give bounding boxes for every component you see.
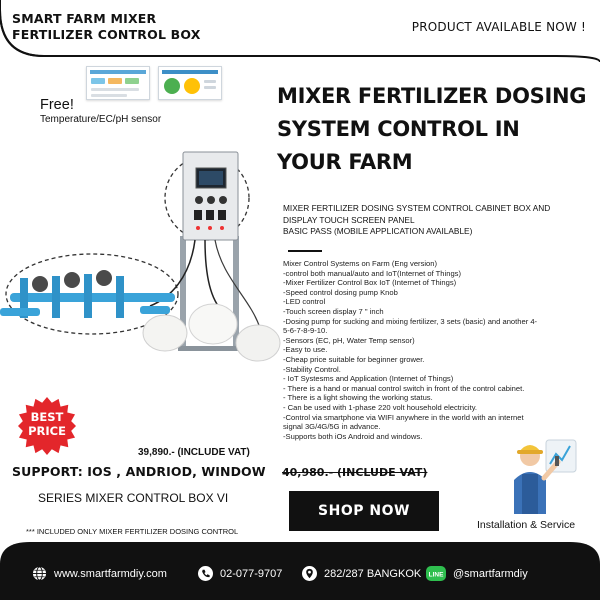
free-title: Free!: [40, 97, 74, 113]
address-text: 282/287 BANGKOK: [324, 567, 422, 580]
feature-item: -LED control: [283, 297, 326, 307]
phone-icon: [198, 566, 213, 581]
feature-item: - There is a hand or manual control switch in front of the control cabinet.: [283, 383, 525, 393]
main-headline: [277, 80, 597, 179]
feature-item: -Easy to use.: [283, 345, 328, 355]
series-name: SERIES MIXER CONTROL BOX VI: [38, 491, 229, 505]
footer-website[interactable]: [32, 566, 167, 581]
website-text[interactable]: www.smartfarmdiy.com: [54, 567, 167, 580]
installation-service-label: Installation & Service: [477, 519, 576, 531]
feature-item: -Dosing pump for sucking and mixing fertilizer, 3 sets (basic) and another 4-: [283, 316, 538, 326]
location-pin-icon: [302, 566, 317, 581]
feature-item: 5-6-7-8-9-10.: [283, 326, 328, 336]
spec-description: [283, 203, 583, 238]
technician-illustration: [500, 434, 584, 516]
line-id-text[interactable]: @smartfarmdiy: [453, 567, 528, 580]
free-subtitle: Temperature/EC/pH sensor: [40, 114, 162, 125]
feature-item: -Supports both iOs Android and windows.: [283, 431, 423, 441]
footer-address: [302, 566, 421, 581]
feature-item: Mixer Control Systems on Farm (Eng version): [283, 259, 438, 268]
feature-item: signal 3G/4G/5G in advance.: [283, 422, 381, 432]
free-sensor-promo: [40, 97, 161, 125]
feature-item: -Stability Control.: [283, 364, 341, 374]
spec-divider: [288, 250, 322, 252]
headline-line-2: SYSTEM CONTROL IN: [277, 117, 520, 141]
feature-item: - Can be used with 1-phase 220 volt household electricity.: [283, 402, 478, 412]
spec-line-1: MIXER FERTILIZER DOSING SYSTEM CONTROL CABINET BOX AND: [283, 203, 551, 213]
current-price: 39,890.- (INCLUDE VAT): [138, 447, 250, 458]
app-screenshot-2: [158, 66, 222, 100]
availability-text: PRODUCT AVAILABLE NOW !: [411, 20, 586, 34]
spec-line-2: DISPLAY TOUCH SCREEN PANEL: [283, 214, 415, 225]
footer-phone[interactable]: [198, 566, 282, 581]
badge-line-2: PRICE: [28, 424, 66, 438]
platform-support: SUPPORT: IOS , ANDRIOD, WINDOW: [12, 464, 266, 479]
best-price-badge-text: [18, 410, 76, 438]
svg-text:LINE: LINE: [428, 571, 444, 579]
feature-item: -Touch screen display 7 " inch: [283, 306, 384, 316]
headline-line-1: MIXER FERTILIZER DOSING: [277, 84, 587, 108]
feature-item: -Mixer Fertilizer Control Box IoT (Internet of Things): [283, 278, 457, 288]
spec-line-3: BASIC PASS (MOBILE APPLICATION AVAILABLE): [283, 226, 473, 237]
phone-text[interactable]: 02-077-9707: [220, 567, 283, 580]
app-screenshot-1: [86, 66, 150, 100]
feature-item: -Sensors (EC, pH, Water Temp sensor): [283, 335, 415, 345]
feature-item: - There is a light showing the working status.: [283, 393, 433, 403]
brand-line-2: FERTILIZER CONTROL BOX: [12, 27, 201, 42]
footer-line[interactable]: [426, 566, 528, 581]
feature-item: -Cheap price suitable for beginner grower.: [283, 354, 425, 364]
badge-line-1: BEST: [30, 410, 64, 424]
feature-item: -control both manual/auto and IoT(Internet of Things): [283, 268, 461, 278]
feature-list: [283, 259, 585, 441]
inclusion-note: *** INCLUDED ONLY MIXER FERTILIZER DOSING CONTROL: [26, 527, 239, 536]
shop-now-button[interactable]: SHOP NOW: [289, 491, 439, 531]
feature-item: - IoT Systesms and Application (Internet of Things): [283, 374, 454, 384]
line-app-icon: [426, 566, 446, 581]
control-box-product-image: [0, 128, 285, 390]
feature-item: -Speed control dosing pump Knob: [283, 287, 398, 297]
top-header: [0, 0, 600, 58]
old-price: 40,980.- (INCLUDE VAT): [282, 466, 428, 479]
globe-icon: [32, 566, 47, 581]
brand-line-1: SMART FARM MIXER: [12, 11, 157, 26]
feature-item: -Control via smartphone via WIFI anywhere in the world with an internet: [283, 412, 524, 422]
brand-title: [12, 11, 242, 43]
headline-line-3: YOUR FARM: [277, 150, 413, 174]
